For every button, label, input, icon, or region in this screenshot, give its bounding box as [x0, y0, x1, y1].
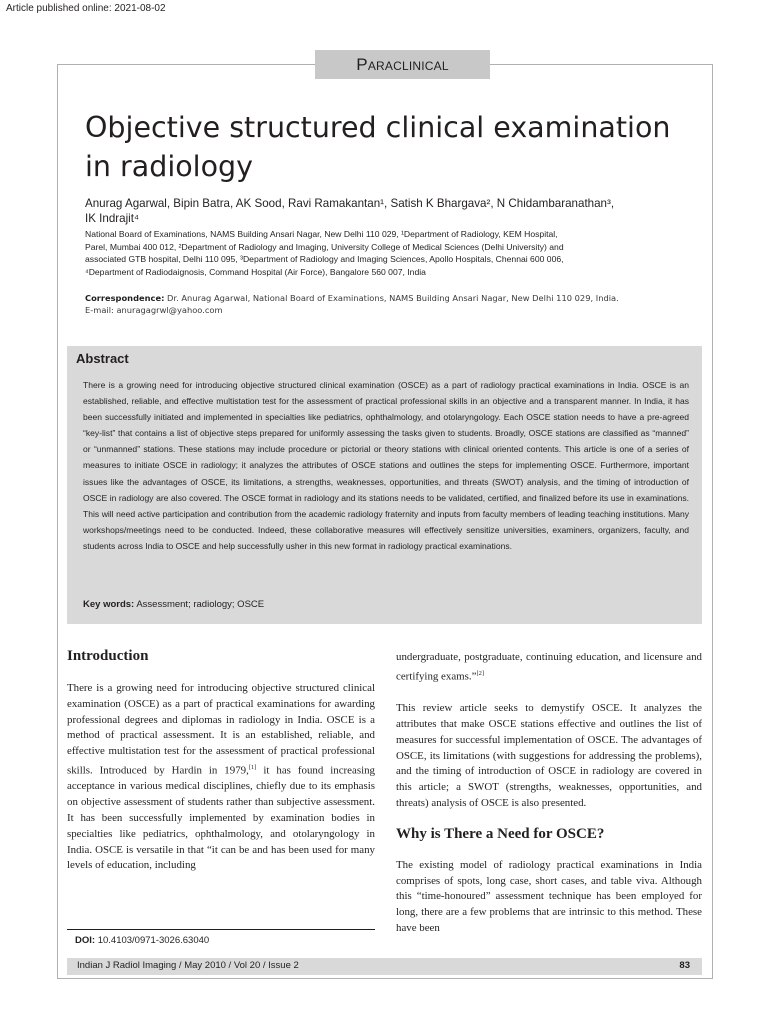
need-for-osce-paragraph: The existing model of radiology practical examinations in India comprises of spots, long case, short cases, and table viva. Although this “time-honoured” assessment technique has been employed for long, there are a few problems that are intrinsic to this method. These have been — [396, 858, 702, 934]
affiliation-line: ⁴Department of Radiodaignosis, Command Hospital (Air Force), Bangalore 560 007, India — [85, 267, 426, 278]
reference-link[interactable]: [2] — [476, 669, 485, 677]
correspondence-label: Correspondence: — [85, 293, 165, 303]
correspondence-text: Dr. Anurag Agarwal, National Board of Examinations, NAMS Building Ansari Nagar, New Delhi 110 029, India. — [164, 293, 619, 303]
doi-value[interactable]: 10.4103/0971-3026.63040 — [95, 935, 210, 946]
introduction-paragraph: There is a growing need for introducing objective structured clinical examination (OSCE) as a part of practical examinations for awarding professional degrees and diplomas in radiology in India. OSCE is a method of practical assessment. It is an established, reliable, and effective multistation test for the assessment of practical professional skills. Introduced by Hardin in 1979,[1] it has found increasing acceptance in various medical disciplines, chiefly due to its emphasis on objective assessment of students rather than subjective assessment. It has been successfully implemented by examination bodies in specialties like pediatrics, ophthalmology, and otolaryngology in India. OSCE is versatile in that “it can be and has been used for many levels of education, including — [67, 682, 376, 872]
doi-label: DOI: — [75, 935, 96, 946]
affiliation-line: associated GTB hospital, Delhi 110 095, ³Department of Radiology and Imaging Sciences, Apollo Hospitals, Chennai 600 006, — [85, 254, 564, 265]
paragraph-continued: undergraduate, postgraduate, continuing education, and licensure and certifying exams.”[2] — [396, 651, 702, 683]
doi-divider — [67, 929, 375, 930]
left-column — [67, 648, 375, 874]
page-number: 83 — [679, 960, 690, 971]
keywords-label: Key words: — [83, 599, 135, 610]
abstract-text: There is a growing need for introducing objective structured clinical examination (OSCE) as a part of radiology practical examinations in India. OSCE is an established, reliable, and effective multistation test for the assessment of practical professional skills in an objective and a transparent manner. In India, it has been successfully initiated and implemented in specialties like pediatrics, ophthalmology, and otolaryngology. Each OSCE station needs to have a pre-agreed “key-list” that contains a list of objective steps prepared for uniformly assessing the tasks given to students. Broadly, OSCE stations are classified as “manned” or “unmanned” stations. These stations may include procedure or pictorial or theory stations with clinical oriented contents. This article is one of a series of measures to initiate OSCE in radiology; it analyzes the attributes of OSCE stations and outlines the steps for implementing OSCE. Furthermore, important issues like the advantages of OSCE, its limitations, a strengths, weaknesses, opportunities, and threats (SWOT) analysis, and the timing of introduction of OSCE in radiology are also covered. The OSCE format in radiology and its stations needs to be validated, certified, and finalized before its use in examinations. This will need active participation and contribution from the academic radiology fraternity and inputs from faculty members of leading teaching institutions. Many workshops/meetings need to be conducted. Indeed, these collaborative measures will effectively sensitize universities, examiners, organizers, faculty, and students across India to OSCE and help successfully usher in this new format in radiology practical examinations. — [83, 380, 689, 551]
author-line: Anurag Agarwal, Bipin Batra, AK Sood, Ravi Ramakantan¹, Satish K Bhargava², N Chidambaranathan³, — [85, 197, 615, 210]
keywords — [83, 599, 264, 610]
article-title: Objective structured clinical examination in radiology — [85, 111, 671, 183]
affiliations — [85, 228, 700, 279]
right-column — [396, 648, 702, 937]
review-paragraph: This review article seeks to demystify OSCE. It analyzes the attributes that make OSCE stations effective and outlines the list of measures for successful implementation of OSCE. The advantages of OSCE, its limitations (with suggestions for addressing the problems), and the timing of introduction of OSCE in radiology are covered in this article; a SWOT (strengths, weaknesses, opportunities, and threats) analysis of OSCE is also presented. — [396, 702, 702, 809]
introduction-heading: Introduction — [67, 648, 149, 664]
journal-citation: Indian J Radiol Imaging / May 2010 / Vol 20 / Issue 2 — [77, 960, 299, 971]
need-for-osce-heading: Why is There a Need for OSCE? — [396, 825, 605, 842]
reference-link[interactable]: [1] — [248, 763, 257, 771]
affiliation-line: National Board of Examinations, NAMS Building Ansari Nagar, New Delhi 110 029, ¹Department of Radiology, KEM Hospital, — [85, 229, 558, 239]
section-tab: Paraclinical — [315, 50, 490, 79]
author-line: IK Indrajit⁴ — [85, 212, 139, 225]
keywords-text: Assessment; radiology; OSCE — [134, 599, 265, 610]
affiliation-line: Parel, Mumbai 400 012, ²Department of Radiology and Imaging, University College of Medical Sciences (Delhi University) and — [85, 241, 564, 252]
correspondence-email[interactable]: E-mail: anuragagrwl@yahoo.com — [85, 305, 223, 316]
abstract-box — [67, 346, 702, 624]
footer-bar — [67, 958, 702, 975]
author-list — [85, 196, 695, 226]
publication-date-note: Article published online: 2021-08-02 — [6, 3, 166, 14]
doi — [75, 935, 209, 946]
abstract-heading: Abstract — [76, 351, 129, 366]
correspondence — [85, 292, 700, 317]
